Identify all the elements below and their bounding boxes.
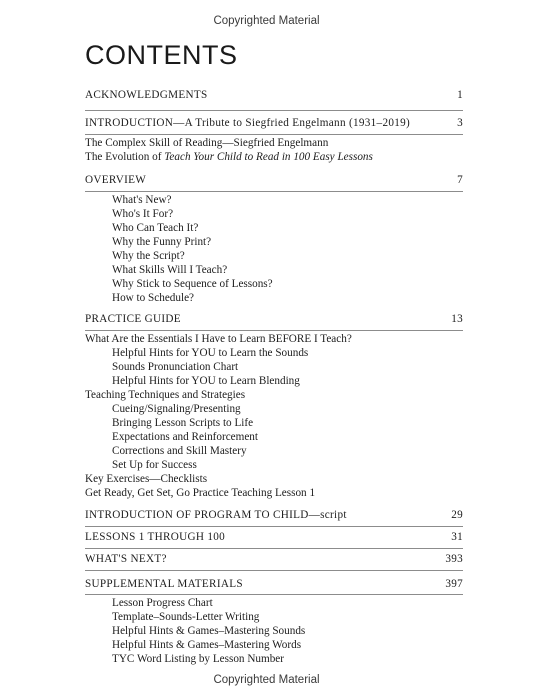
toc-item <box>85 150 463 165</box>
toc-subitem: Why the Script? <box>112 250 185 262</box>
toc-page-number: 31 <box>451 531 463 543</box>
toc-subitem: Set Up for Success <box>112 459 197 471</box>
toc-subitem: Helpful Hints & Games–Mastering Words <box>112 639 302 651</box>
toc-subitem: Bringing Lesson Scripts to Life <box>112 417 254 429</box>
toc-subitem: Helpful Hints for YOU to Learn the Sounds <box>112 347 309 359</box>
toc-entry-practice-guide <box>85 312 463 327</box>
toc-page-number: 7 <box>457 174 463 186</box>
toc-entry-label: ACKNOWLEDGMENTS <box>85 89 208 101</box>
toc-subitem: Who's It For? <box>112 208 174 220</box>
toc-subitem: How to Schedule? <box>112 292 195 304</box>
toc-subitem: Template–Sounds-Letter Writing <box>112 611 260 623</box>
toc-subitem: Helpful Hints for YOU to Learn Blending <box>112 375 300 387</box>
toc-entry-label: LESSONS 1 THROUGH 100 <box>85 531 226 543</box>
section-divider <box>85 570 463 571</box>
toc-subitem: Why Stick to Sequence of Lessons? <box>112 278 273 290</box>
toc-entry-label: PRACTICE GUIDE <box>85 313 181 325</box>
toc-subitem: Sounds Pronunciation Chart <box>112 361 239 373</box>
toc-page-number: 397 <box>445 578 463 590</box>
section-divider <box>85 110 463 111</box>
toc-subitem: Who Can Teach It? <box>112 222 199 234</box>
toc-entry-lessons <box>85 530 463 545</box>
toc-page-number: 29 <box>451 509 463 521</box>
toc-item: Teaching Techniques and Strategies <box>85 389 246 401</box>
toc-entry-supplemental <box>85 577 463 592</box>
toc-item: Key Exercises—Checklists <box>85 473 208 485</box>
toc-subitem: Helpful Hints & Games–Mastering Sounds <box>112 625 306 637</box>
toc-entry-label: INTRODUCTION—A Tribute to Siegfried Engelmann (1931–2019) <box>85 117 411 129</box>
toc-subitem: What's New? <box>112 194 172 206</box>
toc-page-number: 13 <box>451 313 463 325</box>
copyright-banner-bottom: Copyrighted Material <box>213 674 320 686</box>
toc-entry-label: WHAT'S NEXT? <box>85 553 167 565</box>
toc-item: What Are the Essentials I Have to Learn BEFORE I Teach? <box>85 333 352 345</box>
section-divider <box>85 330 463 331</box>
book-title-italic: Teach Your Child to Read in 100 Easy Lessons <box>164 151 373 163</box>
toc-entry-introduction <box>85 116 463 131</box>
toc-entry-whats-next <box>85 552 463 567</box>
section-divider <box>85 548 463 549</box>
toc-entry-overview <box>85 173 463 188</box>
toc-item: The Complex Skill of Reading—Siegfried Engelmann <box>85 137 329 149</box>
toc-entry-label: INTRODUCTION OF PROGRAM TO CHILD—script <box>85 509 347 521</box>
toc-entry-label: SUPPLEMENTAL MATERIALS <box>85 578 243 590</box>
toc-subitem: Expectations and Reinforcement <box>112 431 259 443</box>
toc-item: Get Ready, Get Set, Go Practice Teaching Lesson 1 <box>85 487 316 499</box>
copyright-banner-top: Copyrighted Material <box>213 15 320 27</box>
toc-page-number: 3 <box>457 117 463 129</box>
section-divider <box>85 134 463 135</box>
toc-subitem: Corrections and Skill Mastery <box>112 445 247 457</box>
toc-subitem: Lesson Progress Chart <box>112 597 213 609</box>
page-title: CONTENTS <box>85 40 238 70</box>
toc-entry-acknowledgments <box>85 88 463 103</box>
toc-entry-intro-program <box>85 508 463 523</box>
toc-item-text: The Evolution of <box>85 151 165 163</box>
toc-subitem: What Skills Will I Teach? <box>112 264 228 276</box>
toc-subitem: Cueing/Signaling/Presenting <box>112 403 241 415</box>
section-divider <box>85 594 463 595</box>
toc-page-number: 393 <box>445 553 463 565</box>
section-divider <box>85 191 463 192</box>
toc-entry-label: OVERVIEW <box>85 174 147 186</box>
toc-subitem: Why the Funny Print? <box>112 236 212 248</box>
toc-subitem: TYC Word Listing by Lesson Number <box>112 653 284 665</box>
section-divider <box>85 526 463 527</box>
toc-page-number: 1 <box>457 89 463 101</box>
